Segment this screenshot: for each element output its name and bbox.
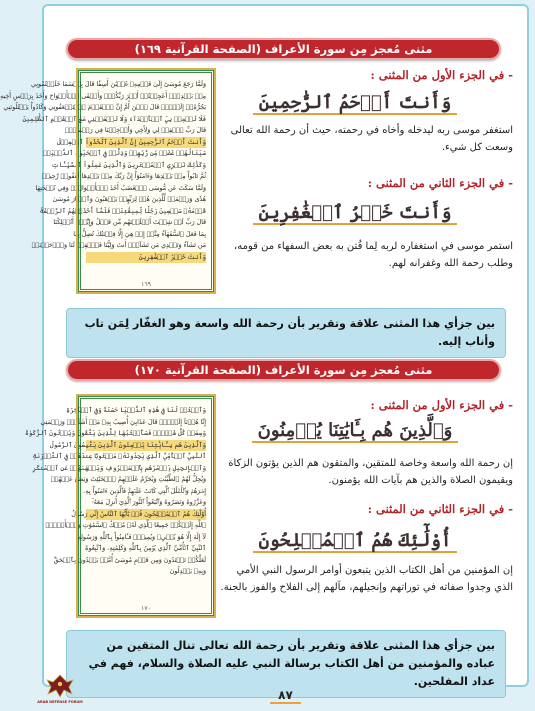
quran-line: وَلَمَّا سَكَتَ عَن مُّوسَى ٱلۡغَضَبُ أَخَذَ ٱلۡأَلۡوَاحَۖ وَفِي نُسۡخَتِهَا <box>35 184 206 192</box>
quran-line: لَعَلَّكُمۡ تَهۡتَدُونَ وَمِن قَوۡمِ مُوسَىٰٓ أُمَّةٞ يَهۡدُونَ بِٱلۡحَقِّ <box>53 556 206 564</box>
quran-line: وَبِهِۦ يَعۡدِلُونَ <box>169 568 206 575</box>
section1-part1-verse <box>235 92 475 113</box>
section1-part1-heading: - في الجزء الأول من المثنى : <box>370 68 513 82</box>
quran-line: وَكَذَٰلِكَ نَجۡزِي ٱلۡمُفۡتَرِينَ وَٱلَّذِينَ عَمِلُواْ ٱلسَّيِّـَٔاتِ <box>51 161 206 169</box>
quran-line: أُوْلَٰٓئِكَ هُمُ ٱلۡمُفۡلِحُونَ قُلۡ يَٰٓأَيُّهَا ٱلنَّاسُ إِنِّي رَسُولُ <box>86 509 206 521</box>
section2-part2-heading: - في الجزء الثاني من المثنى : <box>367 502 513 516</box>
section2-part2-verse <box>235 530 475 551</box>
section1-part1-text: استغفر موسى ربه ليدخله وأخاه في رحمته، حيث أن رحمة الله تعالى وسعت كل شيء. <box>230 125 513 153</box>
eagle-icon <box>45 672 75 700</box>
section2-part2-text: إن المؤمنين من أهل الكتاب الذين يتبعون أوامر الرسول النبي الأمي الذي وجدوا صفاته في توراتهم وإنجيلهم، مآلهم إلى الفلاح والفوز بالجنة. <box>220 565 513 593</box>
quran-line: قَالَ رَبِّ ٱغۡفِرۡ لِي وَلِأَخِي وَأَدۡخِلۡنَا فِي رَحۡمَتِكَۖ <box>65 127 206 134</box>
section1-summary: بين جزأي هذا المثنى علاقة وتقرير بأن رحمة الله واسعة وهو الغفّار لِمَن تاب وأناب إليه. <box>66 308 506 358</box>
quran-line: وَٱكۡتُبۡ لَنَا فِي هَٰذِهِ ٱلدُّنۡيَا حَسَنَةٗ وَفِي ٱلۡأٓخِرَةِ <box>66 407 206 414</box>
quran-line: ٱلنَّبِيَّ ٱلۡأُمِّيَّ ٱلَّذِي يَجِدُونَهُۥ مَكۡتُوبًا عِندَهُمۡ فِي ٱلتَّوۡرَىٰةِ <box>32 453 206 460</box>
section1-part1-verse-text: وَأَنتَ أَرۡحَمُ ٱلرَّٰحِمِينَ <box>253 92 457 115</box>
quran-line: وَلَمَّا رَجَعَ مُوسَىٰٓ إِلَىٰ قَوۡمِهِۦ غَضۡبَٰنَ أَسِفٗا قَالَ بِئۡسَمَا خَلَفۡتُمُونِي <box>31 81 206 88</box>
section1-part2-verse <box>235 202 475 223</box>
section1-quran-lines <box>0 79 206 283</box>
quran-line: إِصۡرَهُمۡ وَٱلۡأَغۡلَٰلَ ٱلَّتِي كَانَتۡ عَلَيۡهِمۡۚ فَٱلَّذِينَ ءَامَنُواْ بِهِۦ <box>83 487 206 495</box>
section1-part2-verse-text: وَأَنتَ خَيۡرُ ٱلۡغَٰفِرِينَ <box>253 202 458 225</box>
quran-line: قَالَ رَبِّ لَوۡ شِئۡتَ أَهۡلَكۡتَهُم مِّن قَبۡلُ وَإِيَّٰيَۖ أَتُهۡلِكُنَا <box>53 219 206 226</box>
section1-banner: مثنى مُعجز مِن سورة الأعراف (الصفحة القرآنية ١٦٩) <box>66 38 501 60</box>
section2-quran-page-number: ١٧٠ <box>141 605 151 612</box>
section2-banner: مثنى مُعجز مِن سورة الأعراف (الصفحة القرآنية ١٧٠) <box>66 359 501 381</box>
page-number-text: ٨٧ <box>270 688 301 704</box>
section2-quran-page <box>24 396 214 616</box>
section2-quran-lines <box>24 405 206 607</box>
quran-line: فَلَا تُشۡمِتۡ بِيَ ٱلۡأَعۡدَآءَ وَلَا تَجۡعَلۡنِي مَعَ ٱلۡقَوۡمِ ٱلظَّٰلِمِينَ <box>22 115 206 123</box>
section1-part2-text: استمر موسى في استغفاره لربه لِما فُتن به بعض السفهاء من قومه، وطلب رحمة الله وغفرانه لهم. <box>234 241 513 269</box>
quran-line: وَأَنتَ أَرۡحَمُ ٱلرَّٰحِمِينَ إِنَّ ٱلَّذِينَ ٱتَّخَذُواْ ٱلۡعِجۡلَ <box>86 137 206 149</box>
section1-part2-heading: - في الجزء الثاني من المثنى : <box>367 176 513 190</box>
quran-line: سَيَنَالُهُمۡ غَضَبٞ مِّن رَّبِّهِمۡ وَذِلَّةٞ فِي ٱلۡحَيَوٰةِ ٱلدُّنۡيَاۚ <box>43 150 206 157</box>
section2-part1-verse-text: وَٱلَّذِينَ هُم بِـَٔايَٰتِنَا يُؤۡمِنُونَ <box>252 420 459 443</box>
quran-line: يَجُرُّهُۥٓ إِلَيۡهِۚ قَالَ ٱبۡنَ أُمَّ إِنَّ ٱلۡقَوۡمَ ٱسۡتَضۡعَفُونِي وَكَادُواْ يَقۡتُلُونَنِي <box>3 104 206 111</box>
section1-quran-page <box>0 70 214 292</box>
section2-part2-verse-text: أُوْلَٰٓئِكَ هُمُ ٱلۡمُفۡلِحُونَ <box>253 530 458 553</box>
quran-line: ثُمَّ تَابُواْ مِنۢ بَعۡدِهَا وَءَامَنُوٓاْ إِنَّ رَبَّكَ مِنۢ بَعۡدِهَا لَغَفُورٞ رَّحِيمٞ <box>42 173 206 180</box>
forum-logo <box>37 672 83 708</box>
quran-line: لَآ إِلَٰهَ إِلَّا هُوَ يُحۡيِۦ وَيُمِيتُۖ فَـَٔامِنُواْ بِٱللَّهِ وَرَسُولِهِ <box>77 533 206 541</box>
logo-text: ARAB DEFENSE FORUM <box>37 700 83 704</box>
quran-line: ٱللَّهِ إِلَيۡكُمۡ جَمِيعًا ٱلَّذِي لَهُۥ مُلۡكُ ٱلسَّمَٰوَٰتِ وَٱلۡأَرۡضِۖ <box>45 522 206 529</box>
quran-line: إِنَّا هُدۡنَآ إِلَيۡكَۚ قَالَ عَذَابِيٓ أُصِيبُ بِهِۦ مَنۡ أَشَآءُۖ وَرَحۡمَتِي <box>40 418 206 426</box>
quran-line: وَعَزَّرُوهُ وَنَصَرُوهُ وَٱتَّبَعُواْ ٱلنُّورَ ٱلَّذِيٓ أُنزِلَ مَعَهُۥٓ <box>92 499 206 506</box>
section2-part1-verse <box>235 420 475 441</box>
quran-line: وَسِعَتۡ كُلَّ شَيۡءٖۚ فَسَأَكۡتُبُهَا لِلَّذِينَ يَتَّقُونَ وَيُؤۡتُونَ ٱلزَّكَوٰةَ <box>24 430 206 437</box>
section2-summary: بين جزأي هذا المثنى علاقة وتقرير بأن رحمة الله تعالى تنال المتقين من عباده والمؤمنين من أهل الكتاب برسالة النبي عليه الصلاة والسلام، فهم في عداد المفلحين. <box>66 630 506 698</box>
quran-line: مِنۢ بَعۡدِيٓۖ أَعَجِلۡتُمۡ أَمۡرَ رَبِّكُمۡۖ وَأَلۡقَى ٱلۡأَلۡوَاحَ وَأَخَذَ بِرَأۡسِ أَخِيهِ <box>0 92 206 100</box>
quran-line: قَوۡمَهُۥ سَبۡعِينَ رَجُلٗا لِّمِيقَٰتِنَاۖ فَلَمَّآ أَخَذَتۡهُمُ ٱلرَّجۡفَةُ <box>39 207 206 215</box>
quran-line: هُدٗى وَرَحۡمَةٞ لِّلَّذِينَ هُمۡ لِرَبِّهِمۡ يَرۡهَبُونَ وَٱخۡتَارَ مُوسَىٰ <box>52 196 206 203</box>
section2-part1-text: إن رحمة الله واسعة وخاصة للمتقين، والمتقون هم الذين يؤتون الزكاة ويقيمون الصلاة والذين هم بآيات الله يؤمنون. <box>228 458 513 486</box>
section1-quran-page-number: ١٦٩ <box>141 281 151 288</box>
quran-line: مَن تَشَآءُ وَتَهۡدِي مَن تَشَآءُۖ أَنتَ وَلِيُّنَا فَٱغۡفِرۡ لَنَا وَٱرۡحَمۡنَاۖ <box>31 242 206 249</box>
quran-line: ٱلنَّبِيِّ ٱلۡأُمِّيِّ ٱلَّذِي يُؤۡمِنُ بِٱللَّهِ وَكَلِمَٰتِهِۦ وَٱتَّبِعُوهُ <box>85 545 206 552</box>
quran-line: وَٱلۡإِنجِيلِ يَأۡمُرُهُم بِٱلۡمَعۡرُوفِ وَيَنۡهَىٰهُمۡ عَنِ ٱلۡمُنكَرِ <box>32 464 206 472</box>
page-number <box>36 688 535 702</box>
section2-part1-heading: - في الجزء الأول من المثنى : <box>370 398 513 412</box>
quran-line: وَٱلَّذِينَ هُم بِـَٔايَٰتِنَا يُؤۡمِنُونَ ٱلَّذِينَ يَتَّبِعُونَ ٱلرَّسُولَ <box>86 440 206 452</box>
quran-line: بِمَا فَعَلَ ٱلسُّفَهَآءُ مِنَّآۖ إِنۡ هِيَ إِلَّا فِتۡنَتُكَ تُضِلُّ بِهَا <box>73 230 206 238</box>
quran-line: وَيُحِلُّ لَهُمُ ٱلطَّيِّبَٰتِ وَيُحَرِّمُ عَلَيۡهِمُ ٱلۡخَبَٰٓئِثَ وَيَضَعُ عَنۡهُمۡ <box>51 476 206 483</box>
quran-line: وَأَنتَ خَيۡرُ ٱلۡغَٰفِرِينَ <box>86 252 206 264</box>
